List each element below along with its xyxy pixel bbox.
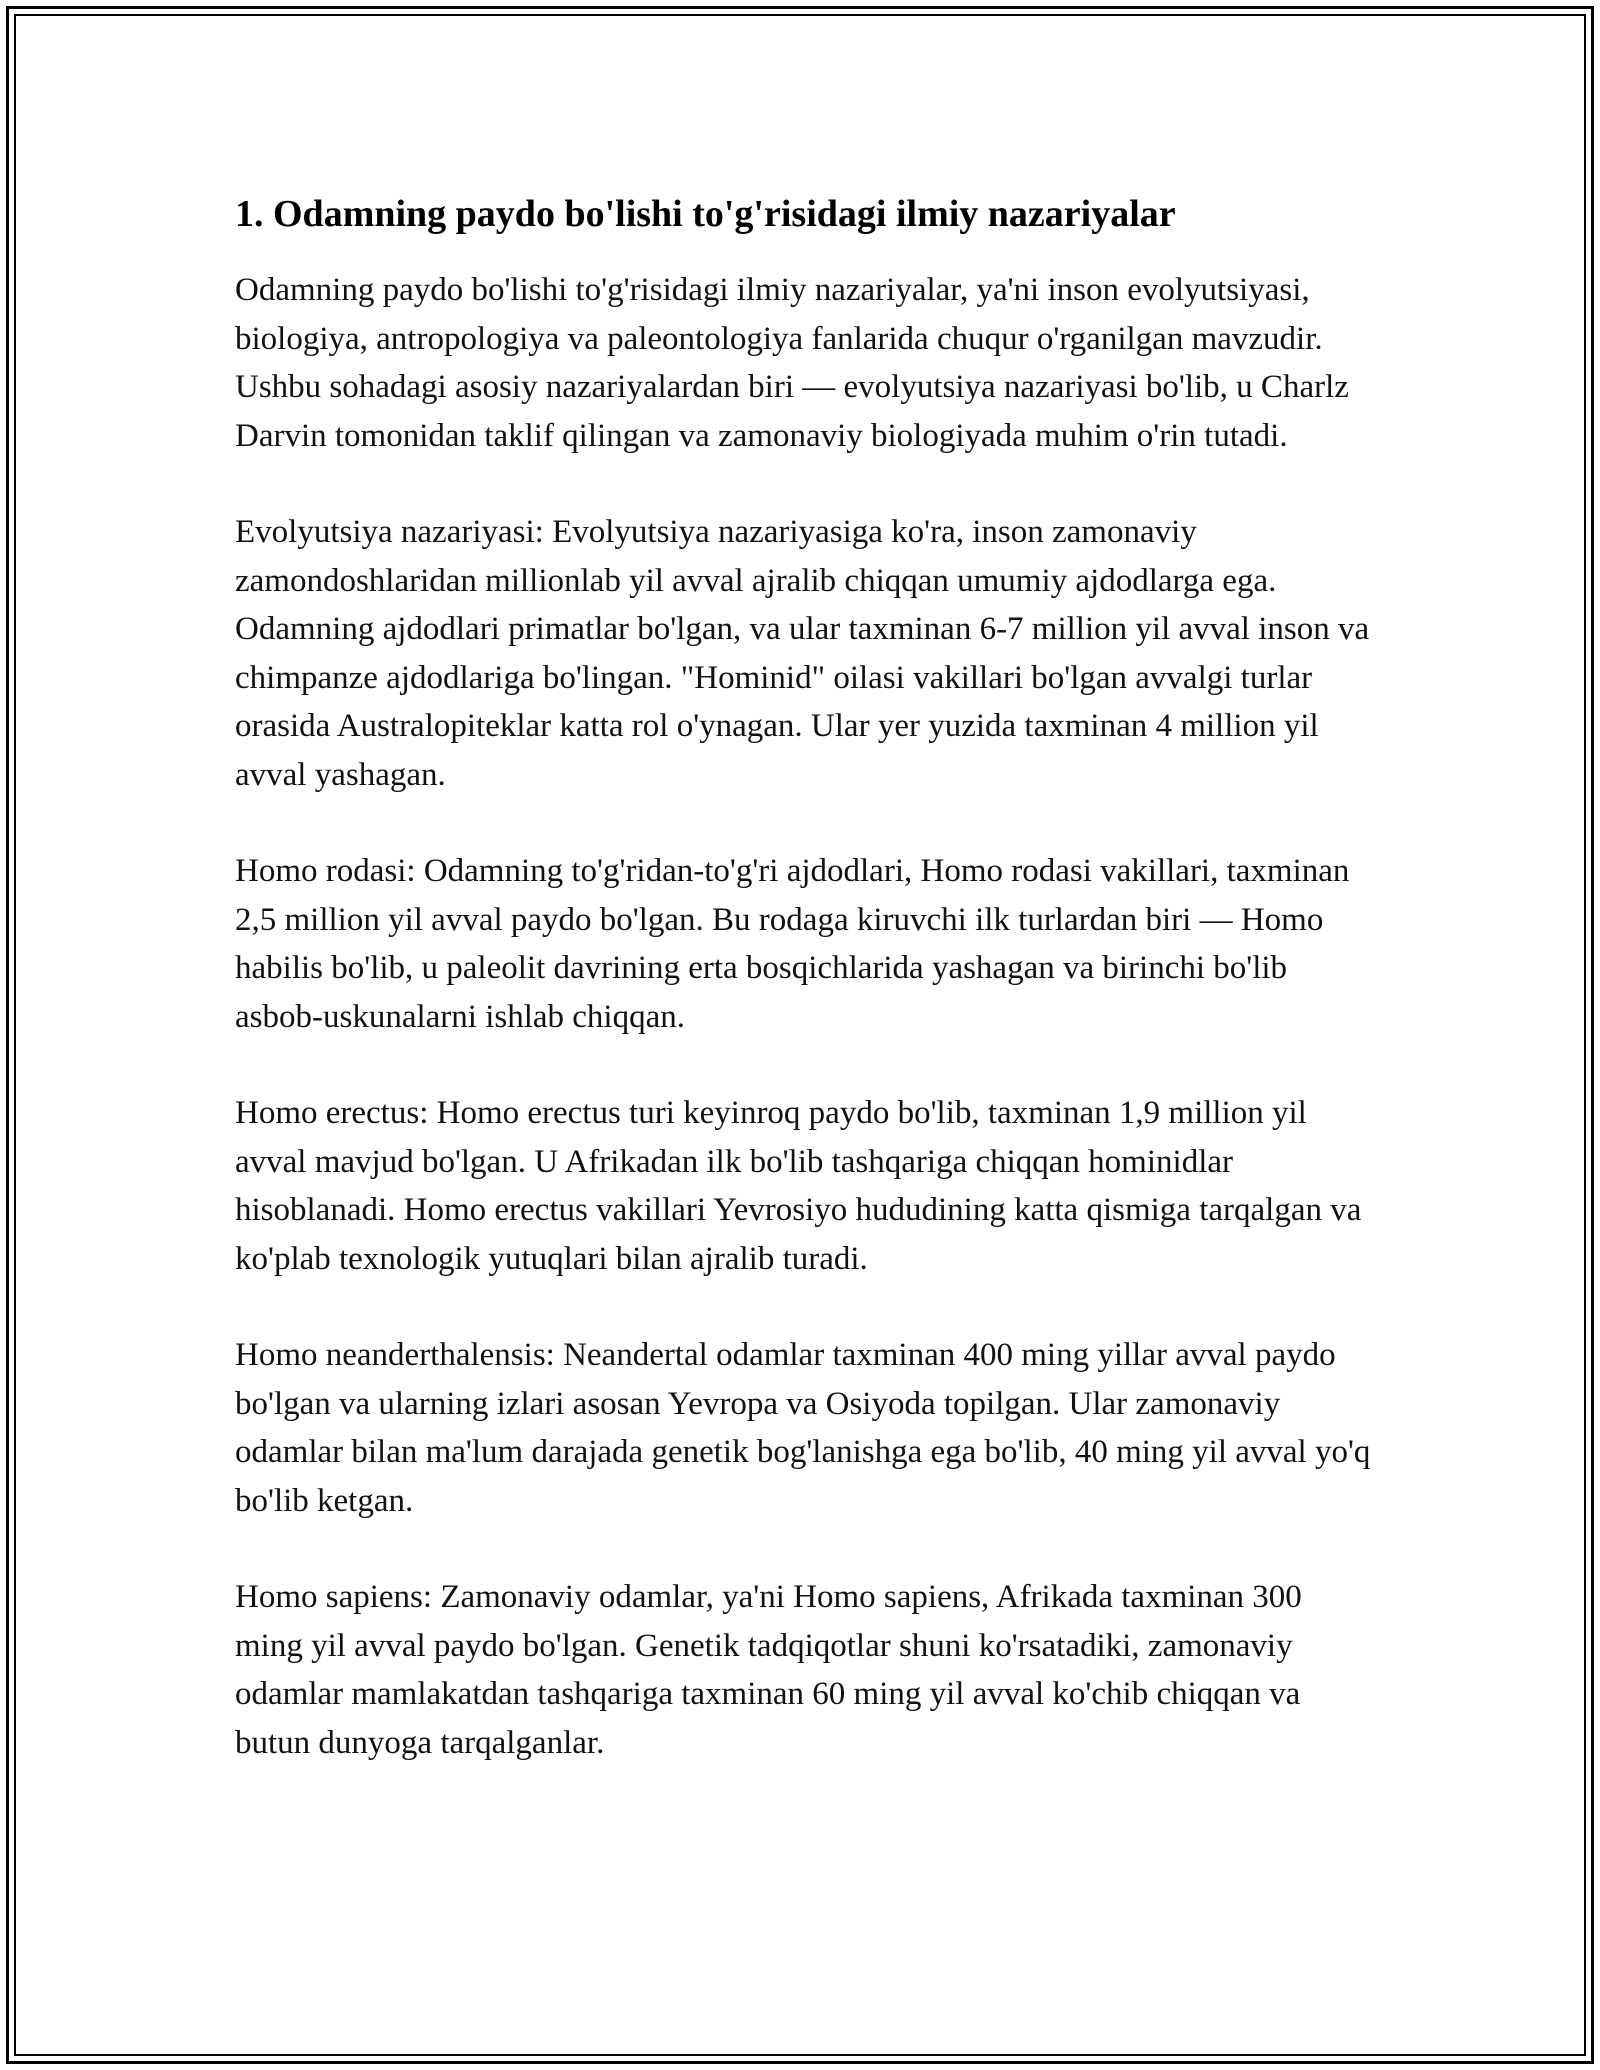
paragraph-homo-erectus: Homo erectus: Homo erectus turi keyinroq paydo bo'lib, taxminan 1,9 million yil avval mavjud bo'lgan. U Afrikadan ilk bo'lib tashqariga chiqqan hominidlar hisoblanadi. Homo erectus vakillari Yevrosiyo hududining katta qismiga tarqalgan va ko'plab texnologik yutuqlari bilan ajralib turadi. xyxy=(235,1095,1362,1277)
paragraph-homo-neanderthalensis: Homo neanderthalensis: Neandertal odamlar taxminan 400 ming yillar avval paydo bo'lgan va ularning izlari asosan Yevropa va Osiyoda topilgan. Ular zamonaviy odamlar bilan ma'lum darajada genetik bog'lanishga ega bo'lib, 40 ming yil avval yo'q bo'lib ketgan. xyxy=(235,1337,1371,1519)
paragraph-evolution-theory: Evolyutsiya nazariyasi: Evolyutsiya nazariyasiga ko'ra, inson zamonaviy zamondoshlaridan millionlab yil avval ajralib chiqqan umumiy ajdodlarga ega. Odamning ajdodlari primatlar bo'lgan, va ular taxminan 6-7 million yil avval inson va chimpanze ajdodlariga bo'lingan. "Hominid" oilasi vakillari bo'lgan avvalgi turlar orasida Australopiteklar katta rol o'ynagan. Ular yer yuzida taxminan 4 million yil avval yashagan. xyxy=(235,514,1370,793)
paragraph-homo-sapiens: Homo sapiens: Zamonaviy odamlar, ya'ni Homo sapiens, Afrikada taxminan 300 ming yil avval paydo bo'lgan. Genetik tadqiqotlar shuni ko'rsatadiki, zamonaviy odamlar mamlakatdan tashqariga taxminan 60 ming yil avval ko'chib chiqqan va butun dunyoga tarqalganlar. xyxy=(235,1579,1302,1761)
paragraph-intro: Odamning paydo bo'lishi to'g'risidagi ilmiy nazariyalar, ya'ni inson evolyutsiyasi, biologiya, antropologiya va paleontologiya fanlarida chuqur o'rganilgan mavzudir. Ushbu sohadagi asosiy nazariyalardan biri — evolyutsiya nazariyasi bo'lib, u Charlz Darvin tomonidan taklif qilingan va zamonaviy biologiyada muhim o'rin tutadi. xyxy=(235,272,1349,454)
paragraph-homo-genus: Homo rodasi: Odamning to'g'ridan-to'g'ri ajdodlari, Homo rodasi vakillari, taxminan 2,5 million yil avval paydo bo'lgan. Bu rodaga kiruvchi ilk turlardan biri — Homo habilis bo'lib, u paleolit davrining erta bosqichlarida yashagan va birinchi bo'lib asbob-uskunalarni ishlab chiqqan. xyxy=(235,853,1350,1035)
section-heading: 1. Odamning paydo bo'lishi to'g'risidagi ilmiy nazariyalar xyxy=(235,193,1176,235)
document-body xyxy=(235,188,1375,1815)
